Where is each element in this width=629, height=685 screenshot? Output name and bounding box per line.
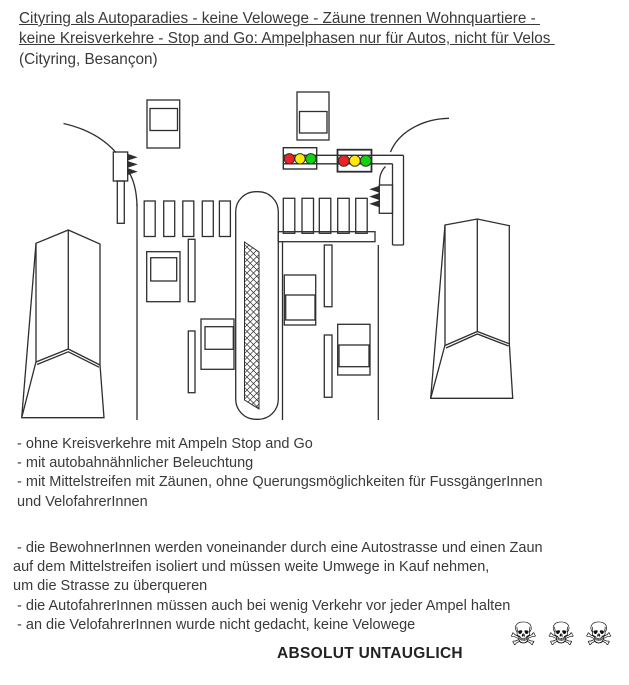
car-top-center: [297, 92, 329, 140]
crosswalk-stripe: [302, 198, 314, 233]
note-line: - an die VelofahrerInnen wurde nicht gedacht, keine Velowege: [13, 616, 416, 633]
note-line: - die BewohnerInnen werden voneinander durch eine Autostrasse und einen Zaun: [13, 540, 543, 556]
car-body: [284, 275, 315, 325]
crosswalk-stripe: [283, 198, 295, 233]
crosswalk-stripe: [183, 201, 194, 237]
lamp-bracket-icon: [371, 187, 379, 193]
lamp-bracket-icon: [371, 194, 379, 200]
skull-crossbones-icon: ☠: [509, 615, 547, 653]
lamp-pole-head: [379, 185, 392, 213]
car-right-lane-2: [338, 324, 370, 375]
car-window: [300, 112, 328, 134]
traffic-light-left: [283, 148, 316, 169]
gantry-mast: [393, 155, 404, 245]
building-left-edges: [22, 230, 100, 417]
lamp-pole-right: [371, 185, 392, 213]
notes-block-2: [13, 539, 543, 635]
verdict-rating: [509, 610, 622, 658]
car-window: [339, 345, 369, 367]
crosswalk-left: [144, 201, 230, 237]
lane-divider: [324, 245, 332, 307]
curve-pole-to-road-left: [129, 172, 138, 207]
verdict-label: ABSOLUT UNTAUGLICH: [277, 645, 463, 662]
note-line: und VelofahrerInnen: [13, 493, 148, 510]
red-lamp-icon: [284, 154, 294, 164]
crosswalk-stripe: [356, 198, 368, 233]
crosswalk-stripe: [144, 201, 155, 237]
car-window: [150, 109, 178, 131]
note-line: - die AutofahrerInnen müssen auch bei wenig Verkehr vor jeder Ampel halten: [13, 597, 511, 614]
skull-crossbones-icon: ☠: [546, 615, 585, 653]
car-window: [286, 295, 315, 320]
building-left: [22, 230, 104, 418]
curve-signal-to-pole-right: [380, 167, 386, 185]
car-window: [205, 327, 233, 350]
lamp-pole-shaft: [117, 181, 124, 223]
car-left-lane-2: [201, 319, 234, 369]
lamp-pole-left: [113, 152, 135, 223]
yellow-lamp-icon: [295, 154, 305, 164]
note-line: - mit autobahnähnlicher Beleuchtung: [13, 455, 254, 472]
note-line: - mit Mittelstreifen mit Zäunen, ohne Querungsmöglichkeiten für FussgängerInnen: [13, 474, 543, 491]
green-lamp-icon: [306, 154, 316, 164]
crosswalk-right: [283, 198, 367, 233]
skull-crossbones-icon: ☠: [584, 615, 623, 653]
lane-divider: [188, 331, 195, 393]
car-left-lane-1: [147, 252, 180, 302]
crosswalk-stripe: [319, 198, 331, 233]
building-left-outline: [22, 230, 104, 418]
lane-divider: [188, 239, 195, 301]
building-right-edges: [431, 219, 510, 398]
green-lamp-icon: [360, 155, 371, 166]
car-window: [151, 258, 177, 281]
median-fence-hatch: [245, 242, 260, 409]
note-line: - ohne Kreisverkehre mit Ampeln Stop and Go: [13, 436, 313, 452]
car-body: [147, 252, 180, 302]
lamp-bracket-icon: [128, 155, 136, 160]
lamp-bracket-icon: [128, 162, 136, 167]
car-top-left: [147, 100, 180, 148]
red-lamp-icon: [338, 155, 349, 166]
crosswalk-stripe: [164, 201, 175, 237]
title-subtitle: (Cityring, Besançon): [19, 50, 158, 68]
lamp-pole-head: [113, 152, 127, 181]
traffic-light-right: [338, 150, 372, 172]
crosswalk-stripe: [202, 201, 213, 237]
crosswalk-stripe: [338, 198, 350, 233]
building-right: [431, 219, 513, 398]
car-right-lane-1: [284, 275, 315, 325]
yellow-lamp-icon: [349, 155, 360, 166]
curve-top-left: [64, 124, 117, 153]
lane-divider: [324, 335, 332, 397]
note-line: um die Strasse zu überqueren: [13, 578, 208, 595]
notes-block-1: [13, 435, 543, 512]
car-body: [338, 324, 370, 375]
car-body: [147, 100, 180, 148]
title-line-1: Cityring als Autoparadies - keine Velowege - Zäune trennen Wohnquartiere -: [19, 10, 540, 27]
building-right-outline: [431, 219, 513, 398]
title-line-2: keine Kreisverkehre - Stop and Go: Ampelphasen nur für Autos, nicht für Velos: [19, 30, 555, 48]
note-line: auf dem Mittelstreifen isoliert und müssen weite Umwege in Kauf nehmen,: [13, 559, 490, 576]
lamp-bracket-icon: [371, 201, 379, 207]
curve-top-right: [391, 118, 450, 152]
crosswalk-stripe: [219, 201, 230, 237]
